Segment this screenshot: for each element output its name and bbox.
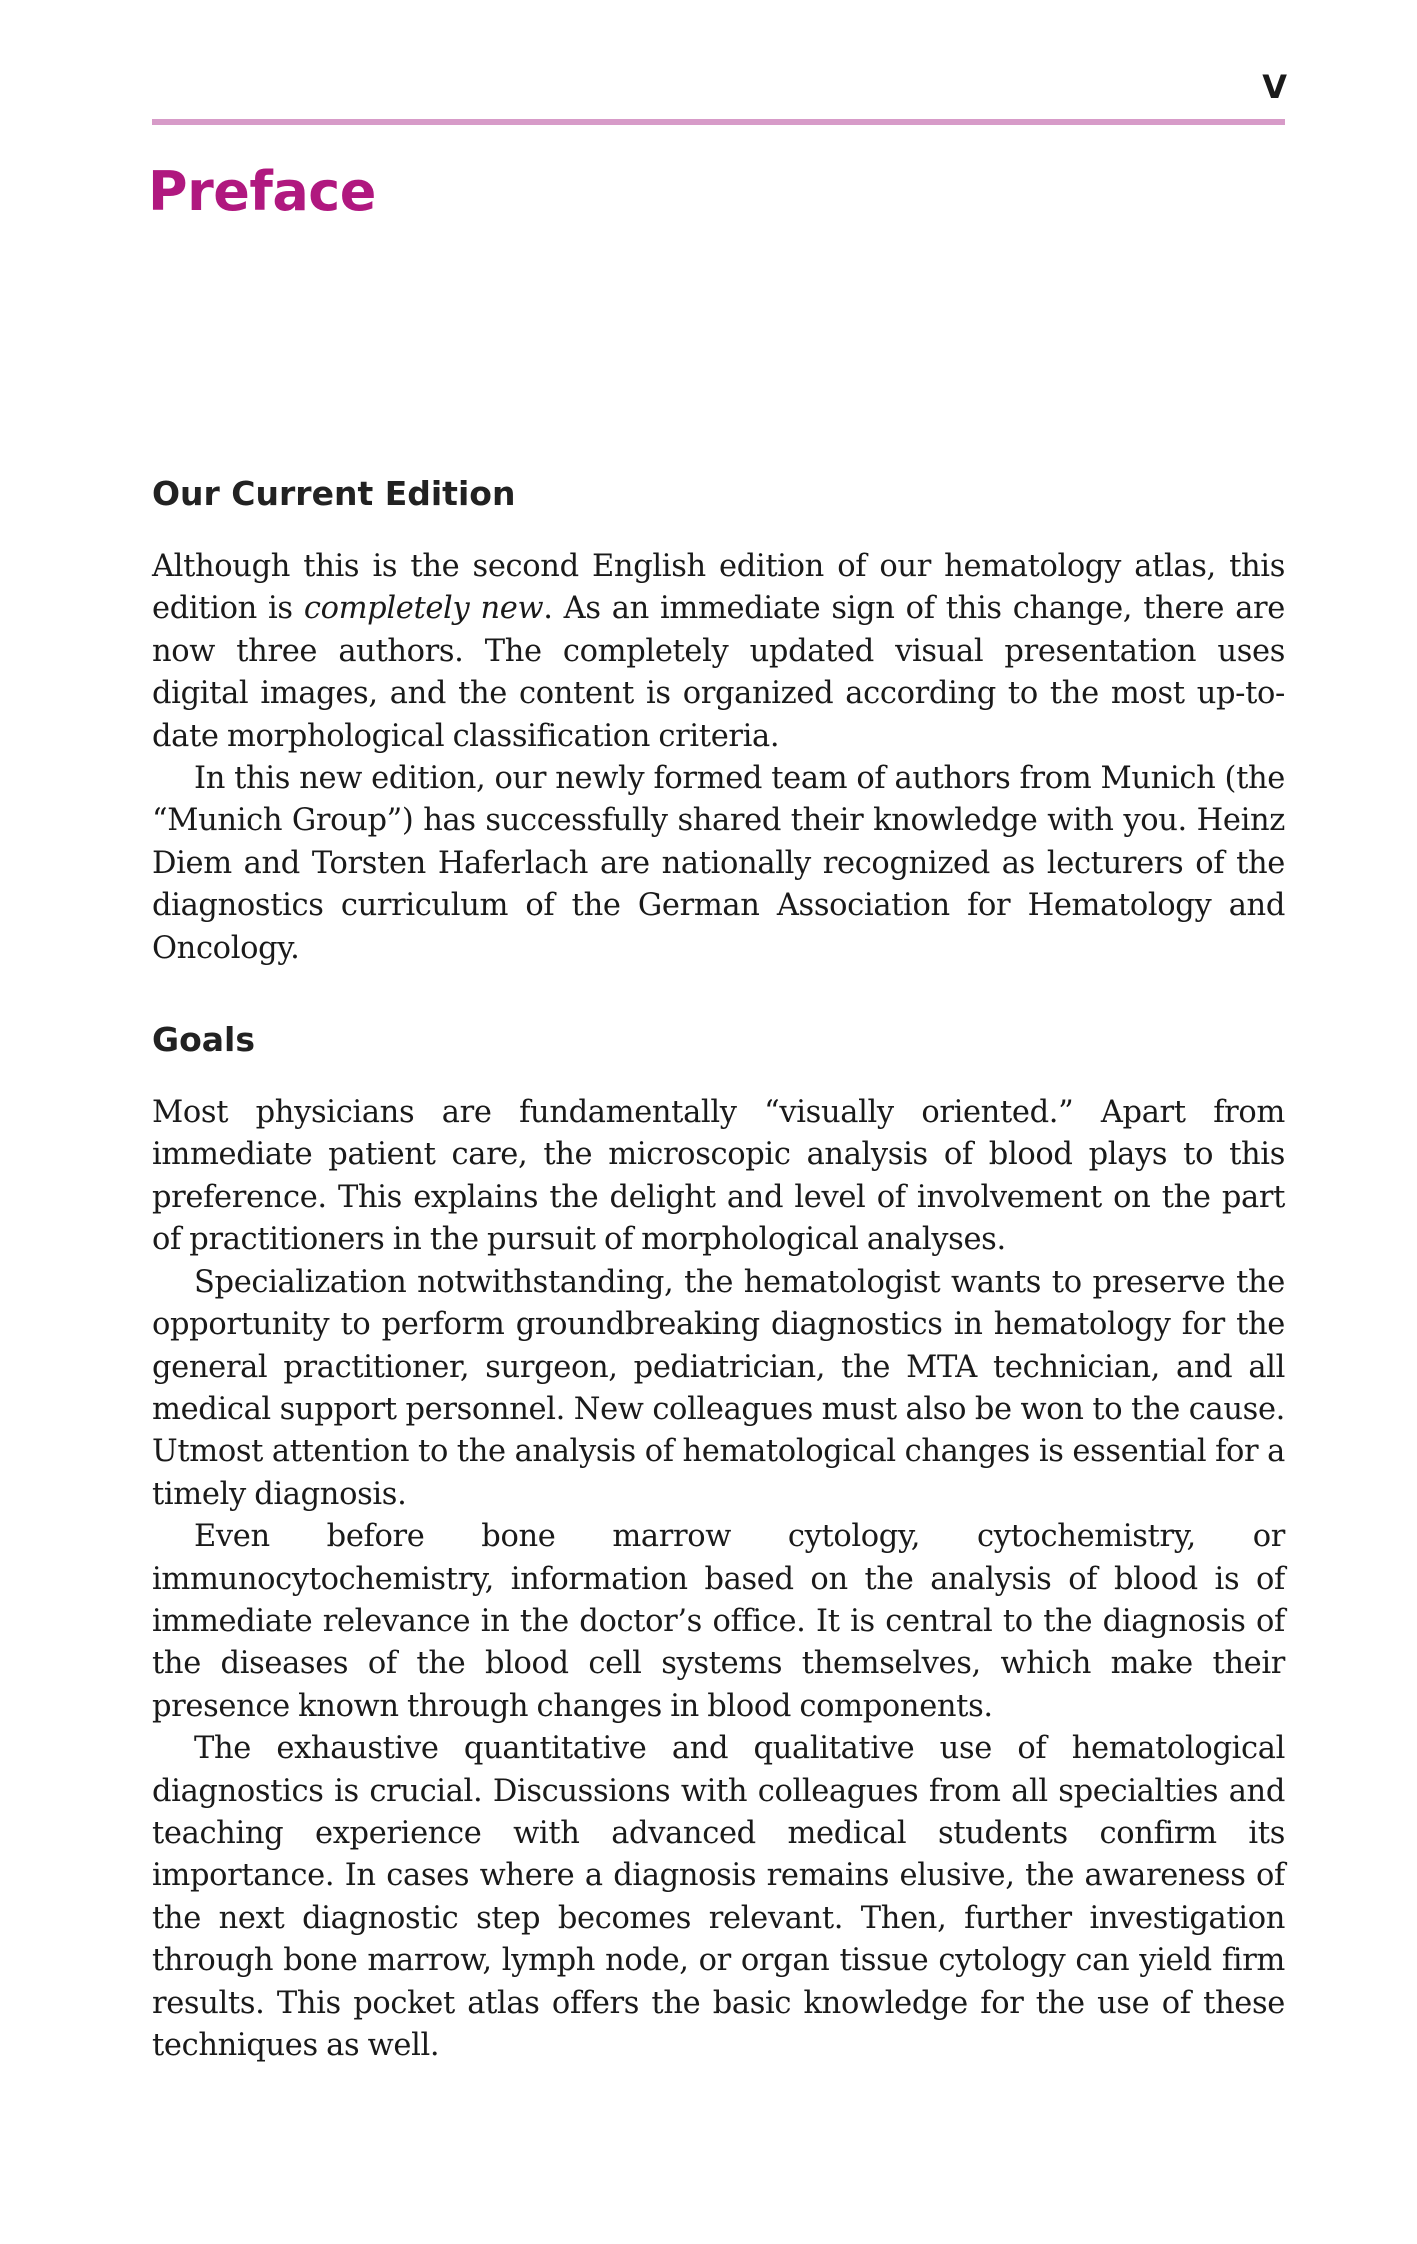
page-number: V — [1262, 68, 1287, 106]
chapter-title: Preface — [148, 160, 376, 223]
paragraph-text: . As an immediate sign of this change, there are now three authors. The completely updated visual presentation uses digital images, and the content is organized according to the most up-to-date morphological classification criteria. — [152, 591, 1285, 754]
section-heading-goals: Goals — [152, 1020, 255, 1060]
paragraph-current-edition-1 — [152, 546, 1285, 758]
paragraph-goals-3: Even before bone marrow cytology, cytochemistry, or immunocytochemistry, information based on the analysis of blood is of immediate relevance in the doctor’s office. It is central to the diagnosis of the diseases of the blood cell systems themselves, which make their presence known through changes in blood components. — [152, 1519, 1285, 1724]
paragraph-current-edition-2: In this new edition, our newly formed team of authors from Munich (the “Munich Group”) has successfully shared their knowledge with you. Heinz Diem and Torsten Haferlach are nationally recognized as lecturers of the diagnostics curriculum of the German Association for Hematology and Oncology. — [152, 761, 1285, 966]
paragraph-goals-4: The exhaustive quantitative and qualitative use of hematological diagnostics is crucial. Discussions with colleagues from all specialties and teaching experience with advanced medical students confirm its importance. In cases where a diagnosis remains elusive, the awareness of the next diagnostic step becomes relevant. Then, further investigation through bone marrow, lymph node, or organ tissue cytology can yield firm results. This pocket atlas offers the basic knowledge for the use of these techniques as well. — [152, 1731, 1285, 2063]
emphasis-text: completely new — [303, 591, 544, 627]
section-heading-current-edition: Our Current Edition — [152, 474, 516, 513]
header-rule — [152, 119, 1285, 125]
paragraph-goals-2: Specialization notwithstanding, the hematologist wants to preserve the opportunity to perform groundbreaking diagnostics in hematology for the general practitioner, surgeon, pediatrician, the MTA technician, and all medical support personnel. New colleagues must also be won to the cause. Utmost attention to the analysis of hematological changes is essential for a timely diagnosis. — [152, 1264, 1285, 1512]
paragraph-text: Although this is the second English edition of our hematology atlas, this edition is — [152, 549, 1285, 627]
paragraph-goals-1: Most physicians are fundamentally “visually oriented.” Apart from immediate patient care, the microscopic analysis of blood plays to this preference. This explains the delight and level of involvement on the part of practitioners in the pursuit of morphological analyses. — [152, 1095, 1285, 1258]
body-text-column — [152, 472, 1285, 2067]
